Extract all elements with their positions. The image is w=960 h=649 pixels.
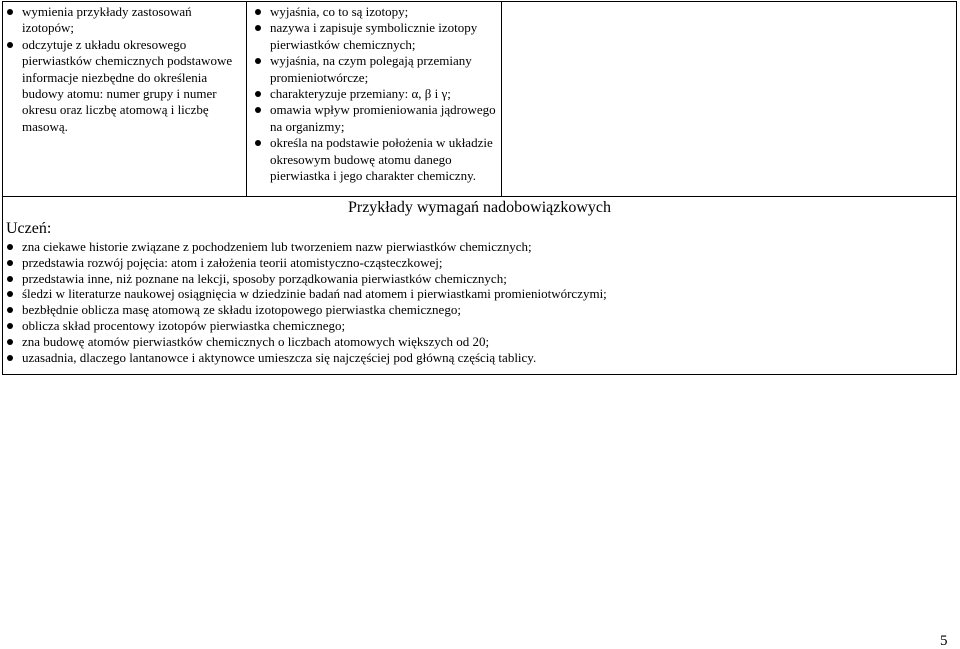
list-item: wyjaśnia, na czym polegają przemiany promieniotwórcze; [254,53,499,86]
section-intro: Uczeń: [6,220,52,237]
basic-requirements-column [6,4,236,135]
extended-requirements-column [254,4,499,184]
section-title: Przykłady wymagań nadobowiązkowych [347,199,612,216]
extended-requirements-list [254,4,499,184]
list-item: oblicza skład procentowy izotopów pierwiastka chemicznego; [6,318,946,334]
basic-requirements-list [6,4,236,135]
list-item: bezbłędnie oblicza masę atomową ze składu izotopowego pierwiastka chemicznego; [6,302,946,318]
list-item: wyjaśnia, co to są izotopy; [254,4,499,20]
list-item: określa na podstawie położenia w układzie okresowym budowę atomu danego pierwiastka i jego charakter chemiczny. [254,135,499,184]
list-item: przedstawia inne, niż poznane na lekcji, sposoby porządkowania pierwiastków chemicznych; [6,271,946,287]
column-divider-2 [501,1,502,196]
list-item: wymienia przykłady zastosowań izotopów; [6,4,236,37]
list-item: odczytuje z układu okresowego pierwiastków chemicznych podstawowe informacje niezbędne do określenia budowy atomu: numer grupy i numer okresu oraz liczbę atomową i liczbę masową. [6,37,236,135]
list-item: omawia wpływ promieniowania jądrowego na organizmy; [254,102,499,135]
page-number: 5 [940,633,948,649]
column-divider-1 [246,1,247,196]
list-item: śledzi w literaturze naukowej osiągnięcia w dziedzinie badań nad atomem i pierwiastkami promieniotwórczymi; [6,286,946,302]
list-item: przedstawia rozwój pojęcia: atom i założenia teorii atomistyczno-cząsteczkowej; [6,255,946,271]
list-item: uzasadnia, dlaczego lantanowce i aktynowce umieszcza się najczęściej pod główną częścią tablicy. [6,350,946,366]
list-item: nazywa i zapisuje symbolicznie izotopy pierwiastków chemicznych; [254,20,499,53]
list-item: zna ciekawe historie związane z pochodzeniem lub tworzeniem nazw pierwiastków chemicznych; [6,239,946,255]
optional-requirements-list [6,239,946,365]
list-item: zna budowę atomów pierwiastków chemicznych o liczbach atomowych większych od 20; [6,334,946,350]
list-item: charakteryzuje przemiany: α, β i γ; [254,86,499,102]
row-divider [2,196,957,197]
